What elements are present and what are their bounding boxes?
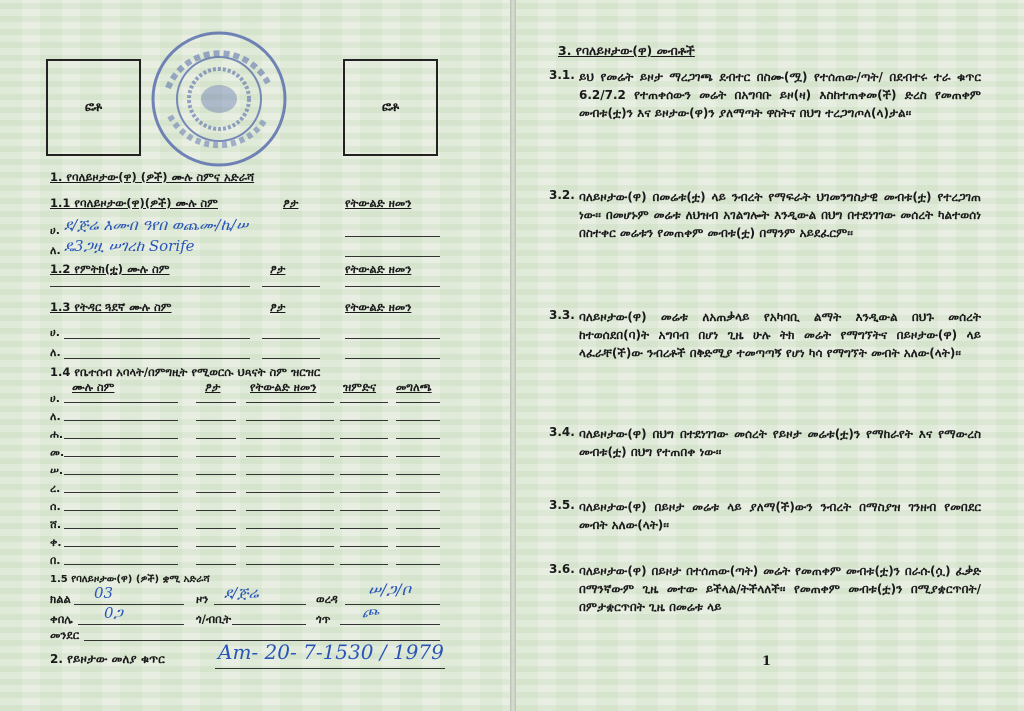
family-row-line — [340, 528, 388, 529]
s14-col-relation: ዝምድና — [343, 380, 377, 394]
family-row-line — [64, 402, 178, 403]
family-row-line — [396, 528, 440, 529]
s14-col-name: ሙሉ ስም — [72, 380, 115, 394]
photo-box-left — [46, 59, 141, 156]
section-1-title: 1. የባለይዞታው(ዋ) (ዎች) ሙሉ ስምና አድራሻ — [50, 170, 255, 184]
village-label: ጎ/ብቢት — [196, 612, 232, 626]
name-line — [64, 338, 250, 339]
family-row-line — [64, 564, 178, 565]
right-item — [549, 425, 981, 461]
family-row-line — [246, 402, 334, 403]
dob-line — [345, 358, 440, 359]
s15-label: 1.5 የባለይዞታው(ዋ) (ዎች) ቋሚ አድራሻ — [50, 574, 210, 585]
zone-value: ደ/ጅሬ — [224, 584, 259, 602]
woreda-label: ወረዳ — [316, 592, 338, 606]
s12-sex-header: ፆታ — [270, 262, 286, 276]
family-row-line — [246, 546, 334, 547]
family-row-line — [396, 510, 440, 511]
family-row-line — [340, 474, 388, 475]
woreda-value: ሠ/ጋ/ቦ — [368, 580, 411, 599]
family-row-letter: ሠ. — [50, 464, 64, 477]
family-row-line — [196, 456, 236, 457]
row-letter: ለ. — [50, 346, 61, 359]
family-row-line — [246, 564, 334, 565]
region-line — [74, 604, 184, 605]
s2-label: 2. የይዞታው መለያ ቁጥር — [50, 652, 165, 666]
s11-sex-header: ፆታ — [283, 196, 299, 210]
zone-label: ዞን — [196, 592, 209, 606]
family-row-letter: ሰ. — [50, 500, 61, 513]
family-row-letter: መ. — [50, 446, 65, 459]
s14-label: 1.4 የቤተሰብ አባላት/በምግዚት የሚወርሱ ህጻናት ስም ዝርዝር — [50, 365, 321, 379]
family-row-line — [246, 492, 334, 493]
family-row-line — [246, 510, 334, 511]
s11-label: 1.1 የባለይዞታው(ዋ)(ዎች) ሙሉ ስም — [50, 196, 218, 210]
family-row-line — [196, 438, 236, 439]
sex-line — [262, 286, 320, 287]
got-value: ጮ — [362, 602, 379, 621]
family-row-letter: በ. — [50, 554, 61, 567]
region-value: 03 — [94, 584, 114, 602]
rights-title: 3. የባለይዞታው(ዋ) መብቶች — [558, 43, 695, 58]
item-text: ባለይዞታው(ዋ) በመሬቱ(ቷ) ላይ ንብረት የማፍራት ህገመንግስታዊ መብቱ(ቷ) የተረጋገጠ ነው፡፡ በመሆኑም መሬቱ ለህዝብ አገልግሎት እንዲውል በህግ በተደነገገው መሰረት ካልተወሰነ በስተቀር መሬቱን የመጠቀም መብቱ(ቷ) በማንም አይደፈርም፡፡ — [579, 190, 981, 241]
family-row-line — [340, 492, 388, 493]
family-row-line — [340, 456, 388, 457]
family-row-line — [64, 510, 178, 511]
s12-label: 1.2 የምትክ(ቷ) ሙሉ ስም — [50, 262, 170, 276]
family-row-line — [396, 420, 440, 421]
family-row-letter: ሸ. — [50, 518, 62, 531]
right-item — [549, 188, 981, 243]
right-page — [516, 0, 1024, 711]
got-line — [340, 624, 440, 625]
item-text: ይህ የመሬት ይዞታ ማረጋገጫ ደብተር በስሙ(ሟ) የተሰጠው/ጣት/ በደብተሩ ተራ ቁጥር 6.2/7.2 የተጠቀሰውን መሬት በአግባቡ ይዞ(ዛ) እስከተጠቀመ(ች) ድረስ የመጠቀም መብቱ(ቷ)ን እና ይዞታው(ዋ)ን ያለማጣት ዋስትና በህግ ተረጋግጦለ(ላ)ታል፡፡ — [579, 70, 981, 121]
family-row-line — [340, 402, 388, 403]
item-text: ባለይዞታው(ዋ) በህግ በተደነገገው መሰረት የይዞታ መሬቱ(ቷ)ን የማከራየት እና የማውረስ መብቱ(ቷ) በህግ የተጠበቀ ነው፡፡ — [579, 427, 981, 460]
family-row-letter: ለ. — [50, 410, 61, 423]
kebele-label: ቀበሌ — [50, 612, 73, 626]
s11-dob-header: የትውልድ ዘመን — [345, 196, 412, 210]
item-text: ባለይዞታው(ዋ) በይዞታ በተሰጠው(ጣት) መሬት የመጠቀም መብቱ(ቷ)ን በራሱ(ሷ) ፈቃድ በማንኛውም ጊዜ መተው ይችላል/ትችላለች፡፡ የመጠቀም መብቱ(ቷ)ን በሚያቋርጥበት/በምታቋርጥበት ጊዜ በመሬቱ ላይ — [579, 564, 981, 615]
family-row-line — [340, 438, 388, 439]
family-row-line — [196, 528, 236, 529]
family-row-line — [396, 564, 440, 565]
family-row-line — [340, 564, 388, 565]
item-text: ባለይዞታው(ዋ) መሬቱ ለአጠቃላይ የአካባቢ ልማት እንዲውል በህጉ መሰረት ከተወሰደበ(ባ)ት አግባብ በሆነ ጊዜ ሁሉ ትክ መሬት የማግኘትና በይዞታው(ዋ) ላይ ላፈራቸ(ች)ው ንብረቶች በቅድሚያ ተመጣጣኝ የሆነ ካሳ የማግኘት መብት አለው(ላት)፡፡ — [579, 310, 981, 361]
handwriting-holder-name-2: ዴ3ጋዟ ሠገረከ Sorife — [64, 237, 195, 255]
family-row-line — [396, 474, 440, 475]
dob-line — [345, 286, 440, 287]
row-letter: ሀ. — [50, 326, 60, 339]
region-label: ክልል — [50, 592, 71, 606]
family-row-letter: ሐ. — [50, 428, 64, 441]
name-line — [50, 286, 250, 287]
dob-line — [345, 338, 440, 339]
s14-col-remark: መግለጫ — [396, 380, 432, 394]
item-number: 3.3. — [549, 308, 575, 322]
family-row-line — [196, 546, 236, 547]
left-page — [0, 0, 510, 711]
family-row-line — [64, 420, 178, 421]
family-row-line — [340, 510, 388, 511]
family-row-line — [64, 438, 178, 439]
family-row-line — [64, 546, 178, 547]
family-row-line — [64, 492, 178, 493]
item-text: ባለይዞታው(ዋ) በይዞታ መሬቱ ላይ ያለማ(ች)ውን ንብረት በማስያዝ ገንዘብ የመበደር መብት አለው(ላት)፡፡ — [579, 500, 981, 533]
family-row-line — [340, 546, 388, 547]
photo-label: ፎቶ — [84, 100, 103, 115]
kebele-line — [78, 624, 184, 625]
family-row-line — [196, 492, 236, 493]
family-row-letter: ቀ. — [50, 536, 62, 549]
item-number: 3.1. — [549, 68, 575, 82]
family-row-line — [64, 474, 178, 475]
family-row-line — [196, 420, 236, 421]
family-row-line — [196, 474, 236, 475]
family-row-letter: ሀ. — [50, 392, 60, 405]
family-row-line — [340, 420, 388, 421]
dob-line — [345, 236, 440, 237]
row-letter: ለ. — [50, 244, 61, 257]
family-row-line — [196, 402, 236, 403]
family-row-line — [246, 438, 334, 439]
family-row-line — [246, 456, 334, 457]
item-number: 3.5. — [549, 498, 575, 512]
family-row-letter: ረ. — [50, 482, 61, 495]
s12-dob-header: የትውልድ ዘመን — [345, 262, 412, 276]
dob-line — [345, 256, 440, 257]
s13-sex-header: ፆታ — [270, 300, 286, 314]
page-number: 1 — [762, 654, 772, 669]
family-row-line — [64, 528, 178, 529]
woreda-line — [345, 604, 440, 605]
photo-box-right — [343, 59, 438, 156]
photo-label: ፎቶ — [381, 100, 400, 115]
item-number: 3.4. — [549, 425, 575, 439]
right-item — [549, 498, 981, 534]
s13-label: 1.3 የትዳር ጓደኛ ሙሉ ስም — [50, 300, 172, 314]
family-row-line — [396, 456, 440, 457]
family-row-line — [196, 510, 236, 511]
item-number: 3.2. — [549, 188, 575, 202]
village-line — [232, 624, 306, 625]
sex-line — [262, 338, 320, 339]
row-letter: ሀ. — [50, 224, 60, 237]
family-row-line — [396, 402, 440, 403]
family-row-line — [246, 420, 334, 421]
zone-line — [214, 604, 306, 605]
handwriting-holder-name-1: ደ/ጅሬ እሙበ ዓየበ ወጨሙ/ኬ/ሠ — [64, 216, 249, 234]
id-line — [215, 668, 445, 669]
got-label: ጎጥ — [316, 612, 331, 626]
family-row-line — [246, 528, 334, 529]
family-row-line — [396, 546, 440, 547]
right-item — [549, 308, 981, 363]
s13-dob-header: የትውልድ ዘመን — [345, 300, 412, 314]
s14-col-sex: ፆታ — [205, 380, 221, 394]
official-stamp-icon — [148, 28, 290, 170]
holding-id-value: Am- 20- 7-1530 / 1979 — [218, 640, 444, 664]
family-row-line — [196, 564, 236, 565]
other-label: መንደር — [50, 628, 80, 642]
family-row-line — [396, 438, 440, 439]
item-number: 3.6. — [549, 562, 575, 576]
family-row-line — [396, 492, 440, 493]
s14-col-dob: የትውልድ ዘመን — [250, 380, 317, 394]
family-row-line — [246, 474, 334, 475]
name-line — [64, 358, 250, 359]
family-row-line — [64, 456, 178, 457]
kebele-value: 0ጋ — [104, 604, 123, 622]
right-item — [549, 562, 981, 617]
right-item — [549, 68, 981, 123]
sex-line — [262, 358, 320, 359]
